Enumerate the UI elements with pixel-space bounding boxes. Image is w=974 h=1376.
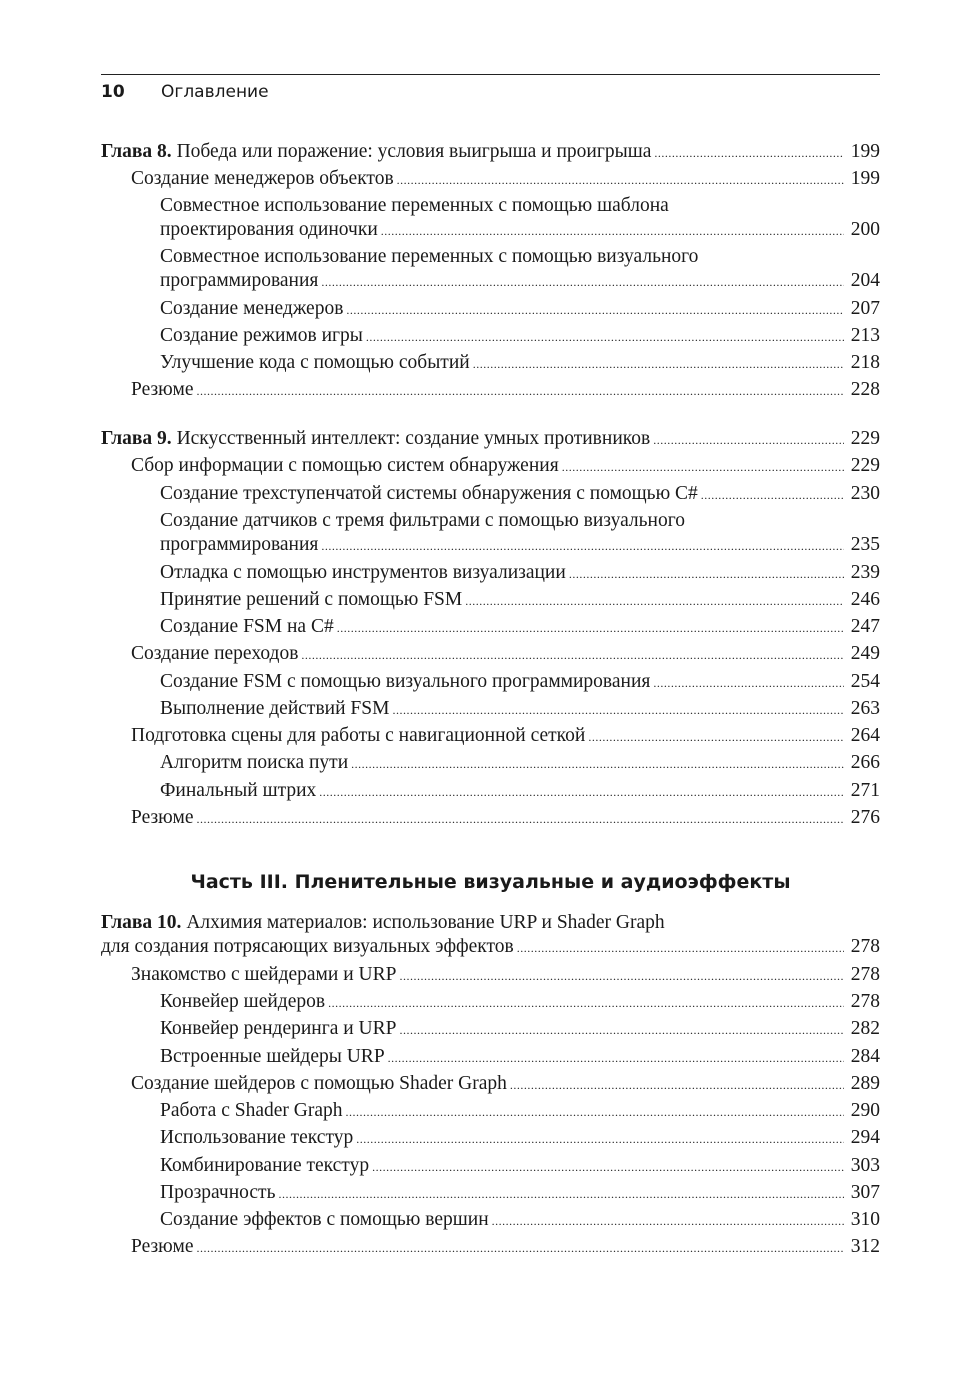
toc-item[interactable] [160, 244, 880, 295]
toc-item-text: Работа с Shader Graph [160, 1100, 343, 1121]
toc-item[interactable] [160, 1153, 880, 1180]
page-ref: 278 [850, 936, 880, 957]
page-ref: 263 [850, 698, 880, 719]
toc-item[interactable] [131, 453, 880, 480]
leader-dots [569, 561, 844, 587]
toc-item-text: Создание FSM с помощью визуального программирования [160, 671, 651, 692]
toc-item-text: Знакомство с шейдерами и URP [131, 964, 397, 985]
toc-item[interactable] [160, 1207, 880, 1234]
toc-item-text: программирования [160, 534, 319, 555]
toc-item-text: Конвейер шейдеров [160, 991, 326, 1012]
toc-item-text: Создание датчиков с тремя фильтрами с помощью визуального [160, 510, 685, 531]
chapter-title-continued: для создания потрясающих визуальных эффектов [101, 936, 514, 957]
page-ref: 204 [850, 270, 880, 291]
page-ref: 213 [850, 325, 880, 346]
toc-item-text: Отладка с помощью инструментов визуализации [160, 562, 566, 583]
toc-item-text: Сбор информации с помощью систем обнаружения [131, 455, 559, 476]
running-title: Оглавление [161, 82, 269, 102]
leader-dots [388, 1045, 844, 1071]
page-ref: 199 [850, 141, 880, 162]
page-ref: 284 [850, 1046, 880, 1067]
leader-dots [653, 670, 844, 696]
leader-dots [399, 963, 844, 989]
leader-dots [321, 269, 844, 295]
toc-chapter-10[interactable] [101, 910, 880, 961]
leader-dots [337, 615, 844, 641]
leader-dots [492, 1208, 844, 1234]
toc-item[interactable] [160, 1098, 880, 1125]
page-ref: 312 [850, 1236, 880, 1257]
page-ref: 310 [850, 1209, 880, 1230]
page-ref: 294 [850, 1127, 880, 1148]
leader-dots [278, 1181, 844, 1207]
page-ref: 246 [850, 589, 880, 610]
leader-dots [321, 533, 844, 559]
toc-item[interactable] [160, 587, 880, 614]
toc-item[interactable] [160, 778, 880, 805]
toc-item-text: Финальный штрих [160, 780, 317, 801]
toc-item[interactable] [160, 350, 880, 377]
leader-dots [392, 697, 844, 723]
leader-dots [328, 990, 844, 1016]
chapter-title: Алхимия материалов: использование URP и Shader Graph [186, 912, 665, 933]
toc-item[interactable] [160, 296, 880, 323]
leader-dots [319, 779, 844, 805]
toc-item[interactable] [160, 1044, 880, 1071]
page-ref: 278 [850, 964, 880, 985]
leader-dots [197, 1235, 845, 1261]
toc-item[interactable] [160, 669, 880, 696]
header-rule [101, 74, 880, 75]
leader-dots [654, 140, 844, 166]
toc-item-text: Встроенные шейдеры URP [160, 1046, 385, 1067]
chapter-label: Глава 10. [101, 912, 182, 933]
page-number: 10 [101, 82, 125, 102]
toc-item[interactable] [160, 560, 880, 587]
leader-dots [351, 751, 844, 777]
toc-item-text: Резюме [131, 807, 194, 828]
page-ref: 207 [850, 298, 880, 319]
toc-item-summary[interactable] [131, 377, 880, 404]
toc-item[interactable] [160, 614, 880, 641]
toc-item-text: Подготовка сцены для работы с навигационной сеткой [131, 725, 586, 746]
chapter-title: Победа или поражение: условия выигрыша и проигрыша [176, 141, 652, 162]
toc-item[interactable] [160, 696, 880, 723]
part-heading: Часть III. Пленительные визуальные и аудиоэффекты [190, 871, 791, 893]
page-ref: 200 [850, 219, 880, 240]
toc-item-text: Создание эффектов с помощью вершин [160, 1209, 489, 1230]
chapter-label: Глава 8. [101, 141, 172, 162]
toc-item-text: Резюме [131, 1236, 194, 1257]
toc-item-text: программирования [160, 270, 319, 291]
page-ref: 229 [850, 455, 880, 476]
toc-item-text: Конвейер рендеринга и URP [160, 1018, 397, 1039]
toc-item[interactable] [131, 1071, 880, 1098]
page-ref: 271 [850, 780, 880, 801]
toc-item[interactable] [160, 508, 880, 559]
chapter-title: Искусственный интеллект: создание умных противников [176, 428, 651, 449]
page-ref: 282 [850, 1018, 880, 1039]
page-ref: 264 [850, 725, 880, 746]
leader-dots [356, 1126, 844, 1152]
leader-dots [397, 167, 844, 193]
leader-dots [366, 324, 844, 350]
toc-item[interactable] [131, 641, 880, 668]
leader-dots [562, 454, 844, 480]
page-ref: 229 [850, 428, 880, 449]
leader-dots [701, 482, 844, 508]
page-ref: 289 [850, 1073, 880, 1094]
chapter-label: Глава 9. [101, 428, 172, 449]
leader-dots [465, 588, 844, 614]
page-ref: 228 [850, 379, 880, 400]
leader-dots [381, 218, 844, 244]
toc-item-text: Улучшение кода с помощью событий [160, 352, 470, 373]
page-ref: 290 [850, 1100, 880, 1121]
leader-dots [346, 1099, 845, 1125]
toc-item-text: Создание FSM на C# [160, 616, 334, 637]
toc-item-text: Алгоритм поиска пути [160, 752, 349, 773]
toc-item[interactable] [160, 750, 880, 777]
toc-item[interactable] [160, 1180, 880, 1207]
toc-item[interactable] [160, 481, 880, 508]
toc-item[interactable] [160, 193, 880, 244]
page-ref: 307 [850, 1182, 880, 1203]
toc-item-text: Создание трехступенчатой системы обнаружения с помощью C# [160, 483, 698, 504]
toc-item-text: Создание менеджеров объектов [131, 168, 394, 189]
toc-item-text: Прозрачность [160, 1182, 276, 1203]
leader-dots [653, 427, 844, 453]
page-ref: 199 [850, 168, 880, 189]
toc-item[interactable] [160, 1125, 880, 1152]
page-ref: 247 [850, 616, 880, 637]
page-ref: 303 [850, 1155, 880, 1176]
page-ref: 276 [850, 807, 880, 828]
page-ref: 254 [850, 671, 880, 692]
toc-item-text: Совместное использование переменных с помощью шаблона [160, 195, 669, 216]
toc-item-text: Создание менеджеров [160, 298, 344, 319]
page-ref: 218 [850, 352, 880, 373]
toc-item-text: Резюме [131, 379, 194, 400]
leader-dots [197, 806, 845, 832]
leader-dots [588, 724, 844, 750]
toc-item-text: Комбинирование текстур [160, 1155, 370, 1176]
leader-dots [197, 378, 845, 404]
leader-dots [372, 1154, 844, 1180]
toc-item-text: Принятие решений с помощью FSM [160, 589, 463, 610]
toc-item-summary[interactable] [131, 805, 880, 832]
page-ref: 278 [850, 991, 880, 1012]
toc-item-text: Выполнение действий FSM [160, 698, 390, 719]
toc-item-summary[interactable] [131, 1234, 880, 1261]
toc-item-text: Использование текстур [160, 1127, 354, 1148]
toc-item-text: Создание режимов игры [160, 325, 363, 346]
toc-item[interactable] [160, 323, 880, 350]
page-ref: 235 [850, 534, 880, 555]
toc-item-text: проектирования одиночки [160, 219, 378, 240]
toc-item[interactable] [131, 723, 880, 750]
leader-dots [346, 297, 844, 323]
leader-dots [301, 642, 844, 668]
toc-item-text: Создание шейдеров с помощью Shader Graph [131, 1073, 507, 1094]
page-ref: 239 [850, 562, 880, 583]
page-ref: 266 [850, 752, 880, 773]
toc-item[interactable] [131, 962, 880, 989]
running-header [101, 82, 880, 104]
toc-chapter-9[interactable] [101, 426, 880, 453]
toc-item[interactable] [160, 989, 880, 1016]
page-ref: 249 [850, 643, 880, 664]
toc-item-text: Совместное использование переменных с помощью визуального [160, 246, 699, 267]
toc-item-text: Создание переходов [131, 643, 299, 664]
toc-item[interactable] [160, 1016, 880, 1043]
leader-dots [510, 1072, 844, 1098]
leader-dots [517, 935, 844, 961]
page-ref: 230 [850, 483, 880, 504]
toc-item[interactable] [131, 166, 880, 193]
toc-chapter-8[interactable] [101, 139, 880, 166]
leader-dots [400, 1017, 845, 1043]
leader-dots [473, 351, 844, 377]
